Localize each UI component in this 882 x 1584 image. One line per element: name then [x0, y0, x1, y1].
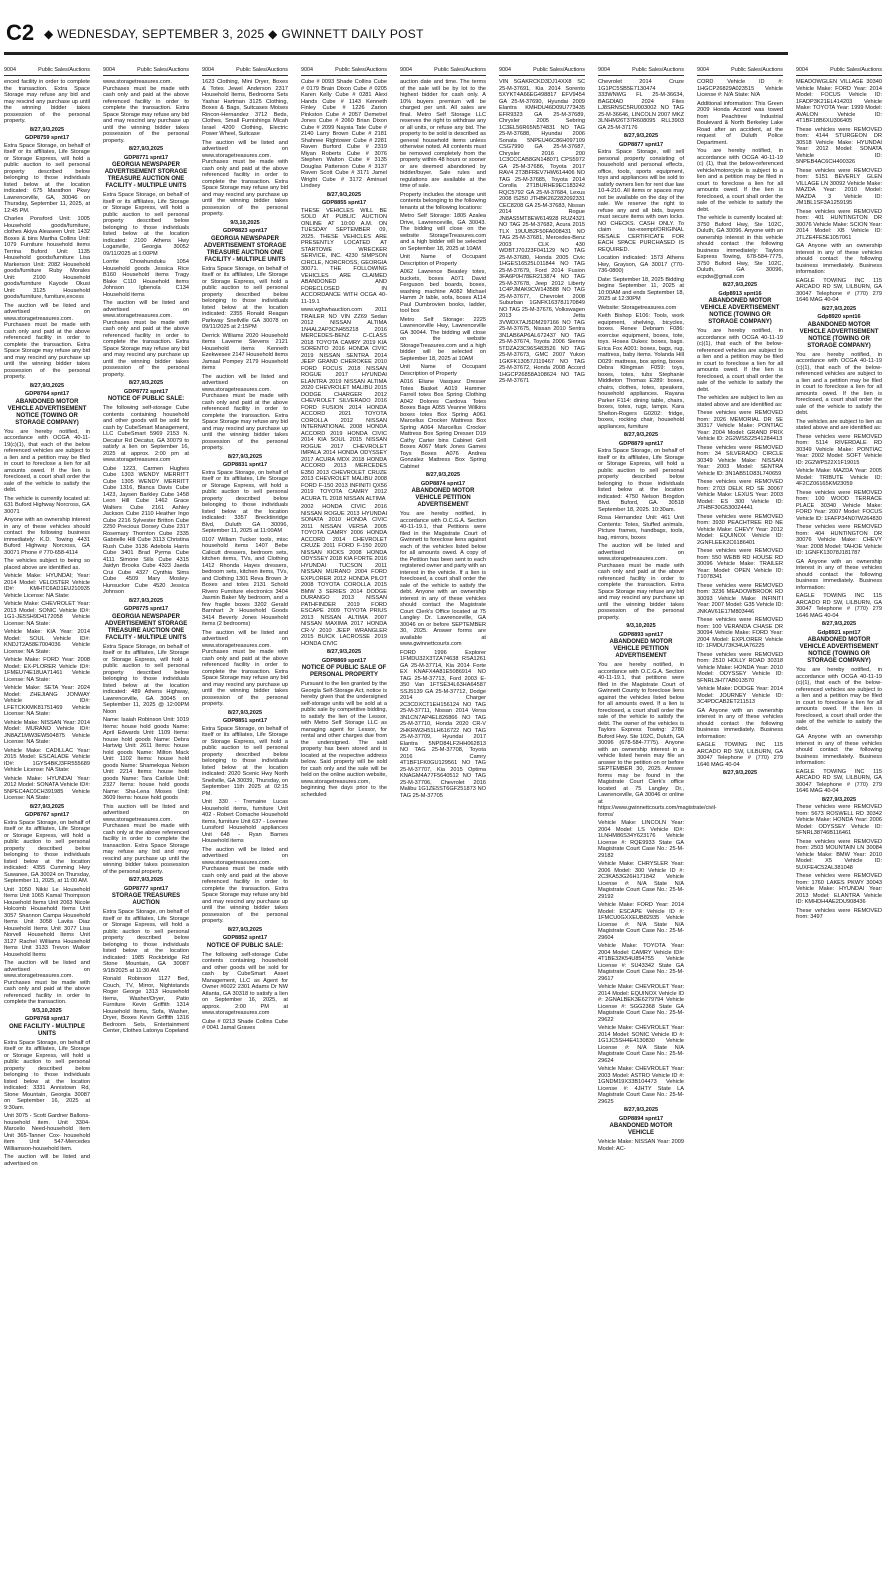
notice-id: GDP8771 spnt17 — [123, 154, 169, 161]
notice-paragraph: The auction will be listed and advertised on www.storagetreasures.com. Purchases must be made with cash only and paid at the above referenced facility in order to complete the transaction. Extra Space Storage may refuse any bid and may rescind any purchase up until the winning bidder takes possession of the personal property. — [103, 300, 189, 378]
notice-id: GDP8855 spnt17 — [321, 200, 367, 206]
notice-paragraph: These vehicles were REMOVED from: 1760 LAKES PKWY 30043 Vehicle Make: HYUNDAI Year: 2013 Model: ELANTRA Vehicle ID: KMHDH4AE2DU908436 — [796, 873, 882, 905]
notice-paragraph: The auction will be listed and advertised on www.storagetreasures.com. Purchases must be made with cash only and paid at the above referenced facility in order to complete the transaction. Extra Space Storage may refuse any bid and may rescind any purchase up until the winning bidder takes possession of the personal property. — [202, 846, 288, 924]
notice-paragraph: EAGLE TOWING INC 115 ARCADO RD SW, LILBURN, GA 30047 Telephone # (770) 279 1646 MAG 40-04 — [796, 768, 882, 794]
notice-id: 8/27,9/3,2025 — [128, 146, 164, 152]
notice-id: 8/27,9/3,2025 — [326, 649, 362, 655]
column-header — [796, 66, 882, 76]
notice-paragraph: These vehicles were REMOVED from: 404 HUNTINGTON DR 30076 Vehicle Make: CHEVY Year: 2008 Model: TAHOE Vehicle ID: 1GNFK13078J181787 — [796, 524, 882, 556]
notice-paragraph: These vehicles were REMOVED from: 5151 BEVERLY GLEN VILLAGE LN 30092 Vehicle Make: MAZDA Year: 2010 Model: MAZDA 3 Vehicle ID: JM1BL1SF3A1259195 — [796, 167, 882, 206]
notice-paragraph: Extra Space Storage, on behalf of itself or its affiliates, Life Storage or Storage Express, will hold a public auction to sell personal property described below belonging to those individuals listed below at the location indicated: 2100 Athens Hwy Loganville, Georgia 30052 09/11/2025 at 1:00PM — [103, 192, 189, 257]
notice-id: 9/3,10,2025 — [626, 623, 656, 629]
notice-paragraph: Vehicle Make: TOYOTA Year: 2004 Model: CAMRY Vehicle ID#: 4T1BE32K54U854755 Vehicle License #: SU43342 State GA Magistrate Court Case No.: 25-M-29617 — [598, 943, 684, 982]
notice-paragraph: CORD Vehicle ID #: 1HGCP26829A023515 Vehicle License #: N/A State: N/A — [697, 79, 783, 98]
column-header — [4, 66, 90, 76]
notice-id: GDP8764 spnt17 — [24, 391, 70, 397]
notice-id: 8/27,9/3,2025 — [722, 282, 758, 288]
notice-id: Gdp8921 spnt17 — [817, 629, 861, 636]
notice-paragraph: The following self-storage Cube contents containing household and other goods will be sold for cash by CubeSmart Asset Management, LLC as Agent for Owner #6022 2301 Adams Dr NW Atlanta, GA 30318 to satisfy a lien on September 16, 2025, at approx. 2:00 PM at www.storagetreasures.com — [202, 951, 288, 1016]
notice-paragraph: These vehicles were REMOVED from: 3497 — [796, 907, 882, 920]
notice-id: 8/27,9/3,2025 — [821, 305, 857, 312]
notice-paragraph: The vehicle is currently located at: 631 Buford Highway Norcross, GA 30071 — [4, 495, 90, 515]
notice-id: 8/27,9/3,2025 — [722, 770, 758, 776]
notice-paragraph: GA Anyone with an ownership interest in any of these vehicles should contact the following business immediately. Business information: — [796, 734, 882, 766]
column-header — [202, 66, 288, 76]
notice-paragraph: You are hereby notified, in accordance with OCGA 40-11-19 (c)(1), that each of the below-referenced vehicles are subject to a lien and a petition may be filed in court to foreclose a lien for all amounts owed. If the lien is foreclosed, a court shall order the sale of the vehicle to satisfy the debt. — [697, 328, 783, 393]
notice-paragraph: Cube # 0093 Shade Collins Cube # 0179 Brain Dixon Cube # 0205 Karen Kelly Cube # 0281 Alexi Hands Cube # 1143 Kenneth Finley Cube # 1226 Zarion Pinkston Cube # 2057 Demetrel Jones Cube # 2060 Brian Dixon Cube # 2099 Naysia Tate Cube # 2140 Larry Brown Cube # 2181 Shahnee Rightower Cube # 2281 Raven Burford Cube # 2319 Miyan Roberts Cube # 3076 Stephen Walton Cube # 3135 Douglas Patterson Cube # 3137 Raven Scott Cube # 3171 Jamel Wright Cube # 3172 Aminuel Lindsey — [301, 79, 387, 189]
column-label: Public Sales/Auctions — [731, 67, 783, 73]
notice-paragraph: The vehicles are subject to lien as stated above and are identified as: — [796, 418, 882, 431]
notice-paragraph: Name: Isaiah Robinson Unit: 1019 Items: house hold goods Name: April Edwards Unit: 1109 Items: house hold goods Name: Debra Hartwig Unit: 2611 Items: house hold goods Name: Milton Mack Unit: 1102 Items: house hold goods Name: Shamekqua Nelson Unit: 2214 Items: house hold goods Name: Tara Carlisle Unit: 2327 Items: house hold goods Name: Sha-Lena Moses Unit: 3609 Items: house hold goods — [103, 717, 189, 801]
notice-id: 8/27,9/3,2025 — [128, 380, 164, 386]
notice-paragraph: Website: Storagetreasures.com — [598, 304, 677, 311]
notice-paragraph: The vehicles are subject to lien as stated above and are identified as: — [697, 395, 783, 408]
notice-paragraph: Metro Self Storage: 1805 Azalea Drive, Lawrenceville, GA 30043. The bidding will close on the website StorageTreasures.com and a high bidder will be selected on September 18, 2025 at 10AM — [400, 213, 486, 252]
column-label: Public Sales/Auctions — [632, 67, 684, 73]
notice-title: ABANDONED MOTOR VEHICLE ADVERTISEMENT NOTICE (TOWING OR STORAGE COMPANY) — [7, 398, 87, 426]
column-code: 9004 — [796, 67, 808, 73]
notice-id: 8/27,9/3,2025 — [821, 796, 857, 803]
notice-paragraph: Vehicle Make: CHRYSLER Year: 2006 Model: 300 Vehicle ID #: 2C3KA53G26H171842 Vehicle License #: N/A State N/A Magistrate Court Case No.: 25-M-29192 — [598, 861, 684, 900]
notice-paragraph: These vehicles were REMOVED from: 2703 DELK RD SE 30067 Vehicle Make: LEXUS Year: 2003 Model: ES 300 Vehicle ID: JTHBF30G530024441 — [697, 479, 783, 511]
notice-id: GDP8893 spnt17 — [618, 631, 664, 638]
column-6 — [499, 66, 585, 1578]
notice-id: GDP8894 spnt17 — [618, 1115, 664, 1122]
notice-id: GDP8759 spnt17 — [24, 135, 70, 141]
notice-paragraph: These vehicles were REMOVED from: 3236 MEADOWBROOK RD 30093 Vehicle Make: INFINITI Year: 2007 Model: G35 Vehicle ID: JNKAV61E17M803446 — [697, 582, 783, 615]
notice-paragraph: You are hereby notified, in accordance with OCGA 40-11-19 (c) (1), that the below-referenced vehicle/motorcycle is subject to a lien and a petition may be filed in court to foreclose a lien for all amounts owed. If the lien is foreclosed, a court shall order the sale of the vehicle to satisfy the debt. — [697, 148, 783, 213]
notice-paragraph: Vehicle Make: FORD Year: 2008 Model: EX-PLORER Vehicle ID#: 1FMEU74E18UA71461 Vehicle License: NA State: — [4, 657, 90, 683]
notice-paragraph: These vehicles were REMOVED from: 2510 HOLLY ROAD 30318 Vehicle Make: HONDA Year: 2010 Model: ODYSSEY Vehicle ID: 5FNRL3H77AB013570 — [697, 651, 783, 684]
dateline: ◆ WEDNESDAY, SEPTEMBER 3, 2025 ◆ GWINNETT DAILY POST — [44, 27, 424, 41]
column-code: 9004 — [400, 67, 412, 73]
notice-paragraph: Extra Space Storage, on behalf of itself or its affiliates, Life Storage or Storage Express, will hold a public auction to sell personal property described below belonging to those individuals listed below at the location indicated: 3331 Annistown Rd, Stone Mountain, Georgia 30087 on September 16, 2025 at 9:30am. — [4, 1039, 90, 1111]
notice-paragraph: Cube 1223, Carmen Hughes Cube 1303 WENDY MERRITT Cube 1305 WENDY MERRITT Cube 1316, Blanca Davis Cube 1423, Jaysen Barkley Cube 1458 Leon Hill Cube 1462 Grace Walters Cube 2161 Ashley Jackson Cube 2110 Heather Ingo Cube 2216 Sylvester Britton Cube 2250 Precious Dorsey Cube 2317 Rosemary Thornton Cube 2335 Gabrielle Hill Cube 3113 Christina Rush Cube 3136 Adebola Harris Cube 3401 Brad Pyrma Cube 4111 Simone Sills Cube 4315 Jaidyn Brooks Cube 4323 Jaeda Crui Cube 4327 Cynthia Sims Cube 4509 Mary Mosley-Hunsucker Cube 4520 Jessica Johnson — [103, 465, 189, 595]
notice-paragraph: You are hereby notified, in accordance with O.C.G.A. Section 40-11-19.1, that petitions were filed in the Magistrate Court of Gwinnett County to foreclose liens against the vehicles listed below for all amounts owed. If a lien is foreclosed, a court shall order the sale of the vehicle to satisfy the debt. The owner of the vehicles is Taylors Express Towing: 2780 Buford Hwy. Ste 102C, Duluth, GA 30096 (678-584-7775). Anyone with an ownership interest in a vehicle listed herein may file an answer to the petition on or before SEPTEMBER 30, 2025. Answer forms may be found in the Magistrate Court Clerk's office located at 75 Langley Dr., Lawrenceville, GA 30046 or online at https://www.gwinnettcourts.com/magistrate/civil-forms/ — [598, 662, 717, 818]
column-code: 9004 — [4, 67, 16, 73]
notice-paragraph: These vehicles were REMOVED from: 2503 MOUNTAIN LN 30084 Vehicle Make: BMW Year: 2010 Model: X5 Vehicle ID: 5UXFE4C52AL381048 — [796, 838, 882, 871]
notice-paragraph: Extra Space Storage, on behalf of itself or its affiliates, Life Storage or Storage Express, will hold a public auction to sell personal property described below belonging to those individuals listed below at the location indicated: 1985 Rockbridge Rd Stone Mountain, GA 30087 9/18/2025 at 11:30 AM. — [103, 909, 189, 974]
notice-paragraph: Keith Bishop E106: Tools, work equipment, shelving, bicycles, boxes. Renee Debnam F086: exercise equipment, boxes, tote, toys. Hosea Dukes: boxes, bags. Erica Fox A001: boxes, bags, rug, mattress, baby items. Yolanda Hill D029: mattress, box spring, boxes Debra Klingman F059: toys, boxes, totes, tubs Stephanie Middleton Thomas E289: boxes, chairs, clothes, totes, speakers, household appliances. Rayana Parker F114: dining table, chairs, boxes, totes, rugs, lamps. Kara Shelton-Rogers G0202: fridge, boxes, rocking chair, household appliances, furniture — [598, 313, 684, 430]
column-header — [301, 66, 387, 76]
notice-title: ONE FACILITY - MULTIPLE UNITS — [8, 1023, 86, 1037]
notice-title: STORAGE TREASURES AUCTION — [111, 893, 181, 906]
notice-paragraph: VIN 5GAKRCKD3DJ14XX8 SC 25-M-37691, Kia 2014 Sorento 5XYKT4A66EG498817 EFV9454 GA 25-M-37690, Hyundai 2009 Elantra KMHDU46D09U773435 EFR9323 GA 25-M-37689, Chrysler 2005 Sebring 1C3EL56R65N574831 NO TAG 25-M-37688, Hyundai 2006 Sonata 5NPEU46C86H097109 CSG7990 GA 25-M-37687, Chrysler 2016 200 1C3CCCAB8GN148071 CPS5972 GA 25-M-37686, Toyota 2017 RAV4 2T3BFREV7HW614406 NO TAG 25-M-37685, Toyota 2014 Corolla 2T1BURHE9EC183242 RQC5792 GA 25-M-37684, Lexus 2008 IS250 JTHBK262282092331 CEC8208 GA 25-M-37683, Nissan 2014 Rogue JN8AS5MT8EW614928 RUZ4321 NO TAG 25-M-37682, Acura 2015 TLX 19UUB2F50FA008431 NO TAG 25-M-37681, Mercedes-Benz 2003 CLK 430 WDBTJ70J23F041129 NO TAG 25-M-37680, Honda 2005 Civic 1HGES16525L011844 NO TAG 25-M-37679, Ford 2014 Fusion 3FA6P0H78ER213874 NO TAG 25-M-37678, Jeep 2012 Liberty 1C4PJMAK9CW143588 NO TAG 25-M-37677, Chevrolet 2008 Suburban 1GNFK16378J170849 NO TAG 25-M-37676, Volkswagen 2013 Jetta 3VWDX7AJ5DM297166 NO TAG 25-M-37675, Nissan 2010 Sentra 3N1AB6AP6AL672437 NO TAG 25-M-37674, Toyota 2006 Sienna 5TDZA23C96S483526 NO TAG 25-M-37673, GMC 2007 Yukon 1GKFK13057J119467 NO TAG 25-M-37672, Honda 2008 Accord 1HGCP26858A108624 NO TAG 25-M-37671 — [499, 79, 585, 384]
masthead-rule — [4, 52, 788, 55]
column-code: 9004 — [598, 67, 610, 73]
column-header — [499, 66, 585, 76]
masthead — [0, 0, 792, 62]
notice-paragraph: Unit Name of Occupant Description of Property — [400, 254, 486, 267]
column-label: Public Sales/Auctions — [434, 67, 486, 73]
notice-id: GDP8851 spnt17 — [222, 718, 268, 724]
column-label: Public Sales/Auctions — [236, 67, 288, 73]
column-1 — [4, 66, 90, 1578]
notice-paragraph: The auction will be listed and advertised on www.storagetreasures.com. Purchases must be made with cash only and paid at the above referenced facility in order to complete the transaction. Extra Space Storage may refuse any bid and may rescind any purchase up until the winning bidder takes possession of the personal property. — [202, 629, 288, 707]
notice-id: GDP8777 spnt17 — [123, 885, 169, 892]
notice-paragraph: Vehicle Make: NISSAN Year: 2014 Model: MURANO Vehicle ID#: JN8AZ1MW3EW504875 Vehicle License: NA State: — [4, 719, 90, 745]
notice-paragraph: These vehicles were REMOVED from: 2026 MEMORIAL DR SE 30317 Vehicle Make: PONTIAC Year: 2004 Model: GRAND PRIX Vehicle ID: 2G2WS522541284413 — [697, 410, 783, 442]
notice-paragraph: Location indicated: 1573 Athens Hwy, Grayson, GA 30017 (770-736-0800) — [598, 255, 684, 274]
notice-id: GDP8775 spnt17 — [123, 606, 169, 612]
notice-id: Gdp8913 spnt16 — [718, 290, 762, 297]
notice-title: ABANDONED MOTOR VEHICLE — [609, 1123, 673, 1136]
notice-id: 8/27,9/3,2025 — [128, 877, 164, 883]
notice-paragraph: Derrick Williams 2020 Household items Laverne Stevens 2121 Household items Kenneth Ezekwesee 2147 Household items Jamaal Pompey 2179 Household items — [202, 332, 288, 371]
notice-paragraph: The vehicle is currently located at: 3750 Buford Hwy, Ste 102C, Duluth, GA 30096. Anyone with an ownership interest in this vehicle should contact the following business immediately: Taylors Express Towing, 678-584-7775, 3750 Buford Hwy, Ste 102C, Duluth, GA 30096, ecpdw@gmail.com — [697, 215, 783, 280]
notice-paragraph: This auction will be listed and advertised on www.storagetreasures.com. Purchases must be made with cash only at the above referenced facility in order to complete the transaction. Extra Space Storage may refuse any bid and may rescind any purchase up until the winning bidder takes possession of the personal property. — [103, 803, 189, 875]
page-number: C2 — [6, 20, 35, 45]
notice-paragraph: 1623 Clothing, Mini Dryer, Boxes & Totes Jewel Anderson 2317 Household Items, Bedrooms Sets Yashar Hartman 3125 Clothing, Boxes & Bags, Suitcases Moises Rincon-Hernandez 3712 Beds, Clothes, Small Furnishings Micah Israel 4200 Clothing, Electric Power Wheel, Suitcase — [202, 79, 288, 137]
notice-paragraph: 0107 William Tucker tools, misc household items 1407 Bebe Calicutt dressers, bedroom sets, kitchen items, TVs, and Clothing 1412 Rhonda Hayes dressers, bedroom sets, kitchen items, TVs, and Clothing 1301 Reva Brown Jr Boxes and totes 2131 Schold Rivero Furniture electronics 3404 Jasmin Baker My bedroom, and a few fragile boxes 3202 Gerald Barnhart Jr Household Goods 3414 Beverly Jones Household items (2 bedrooms) — [202, 536, 288, 627]
notice-paragraph: Unit 3075 - Scott Gardner Ballons-household item. Unit 3304- Marcelio Need-household item Unit 365-Tanner Cox- household item Unit 547-Mercedes Williamson-household item. — [4, 1113, 90, 1152]
notice-paragraph: These vehicles were REMOVED from: 550 WEBB RD HOUSE RD 30096 Vehicle Make: TRAILER Year: Model: OPEN Vehicle ID: T1078341 — [697, 548, 783, 580]
notice-paragraph: Vehicle Make: MAZDA Year: 2005 Model: TRIBUTE Vehicle ID: 4F2CZ06165KM23059 — [796, 468, 882, 487]
column-header — [400, 66, 486, 76]
notice-id: 9/3,10,2025 — [230, 219, 260, 226]
notice-paragraph: Vehicle Make: CHEVROLET Year: 2014 Model: SONIC Vehicle ID #: 1G1JC5SH4E4130830 Vehicle License #: N/A State N/A Magistrate Court Case No.: 25-M-29624 — [598, 1025, 684, 1064]
column-8 — [697, 66, 783, 1578]
notice-title: ABANDONED MOTOR VEHICLE ADVERTISEMENT NOTICE (TOWING OR STORAGE COMPANY) — [799, 321, 879, 349]
notice-paragraph: Vehicle Make: CHEVROLET Year: 2014 Model: EQUINOX Vehicle ID #: 2GNALBEK3E6279794 Vehicle License #: SGG2368 State GA Magistrate Court Case No.: 25-M-29622 — [598, 984, 684, 1023]
notice-paragraph: The vehicles subject to being so placed above are identified as. — [4, 558, 90, 571]
notice-paragraph: enced facility in order to complete the transaction. Extra Space Storage may refuse any bid and may rescind any purchase up until the winning bidder takes possession of the personal property. — [4, 79, 90, 124]
notice-paragraph: The auction will be listed and advertised on www.storagetreasures.com. Purchases must be made with cash only and paid at the above referenced facility in order to complete the transaction. Extra Space Storage may refuse any bid and may rescind any purchase up until the winning bidder takes possession of the personal property. — [598, 543, 684, 621]
notice-paragraph: MEADOWGLEN VILLAGE 30340 Vehicle Make: FORD Year: 2014 Model: FOCUS Vehicle ID: 1FADP3K21EL414203 Vehicle Make: TOYOTA Year: 1999 Model: AVALON Vehicle ID: 4T1BF18B6XU306405 — [796, 79, 882, 124]
notice-id: 8/27,9/3,2025 — [227, 453, 263, 460]
notice-paragraph: Additional information: This Green 2009 Honda Accord was towed from Peachtree Industrial Boulevard & North Berkeley Lake Road after an accident, at the request of Duluth Police Department. — [697, 100, 783, 146]
notice-paragraph: Metro Self Storage: 2225 Lawrenceville Hwy, Lawrenceville GA 30044. The bidding will close on the website StorageTreasures.com and a high bidder will be selected on September 18, 2025 at 10AM — [400, 316, 486, 362]
notice-paragraph: These vehicles were REMOVED from: 3930 PEACHTREE RD NE Vehicle Make: CHEVY Year: 2012 Model: EQUINOX Vehicle ID: 2GNFLEEK2C6186401 — [697, 513, 783, 546]
notice-id: 8/27,9/3,2025 — [227, 926, 263, 933]
notice-paragraph: Vehicle Make: NISSAN Year: 2009 Model: AC- — [598, 1139, 684, 1152]
notice-paragraph: You are hereby notified, in accordance with OCGA 40-11-19 (c)(1), that each of the below-referenced vehicles are subject to a lien and a petition may be filed in court to foreclose a lien for all amounts owed. If the lien is foreclosed, a court shall order the sale of the vehicle to satisfy the debt. — [796, 351, 882, 416]
notice-paragraph: Cube # 0213 Shade Collins Cube # 0041 Jamal Graves — [202, 1018, 288, 1031]
notice-paragraph: These vehicles were REMOVED from: 5673 ROSWELL RD 30342 Vehicle Make: HONDA Year: 2006 Model: ODYSSEY Vehicle ID: 5FNRL38746B116461 — [796, 804, 882, 836]
classified-columns — [4, 66, 882, 1578]
column-label: Public Sales/Auctions — [335, 67, 387, 73]
notice-paragraph: You are hereby notified, in accordance with OCGA 40-11-19(c)(1), that each of the below referenced vehicles are subject to a lien and a petition may be filed in court to foreclose a lien for all amounts owed. If the lien is foreclosed, a court shall order the sale of the vehicle to satisfy the debt. — [4, 428, 90, 493]
notice-paragraph: GA Anyone with an ownership interest in any of these vehicles should contact the following business immediately. Business information: — [697, 707, 783, 740]
notice-title: GEORGIA NEWSPAPER ADVERTISEMENT STORAGE TREASURE AUCTION ONE FACILITY - MULTIPLE UNITS — [104, 162, 188, 189]
notice-paragraph: FORD 1996 Explorer 1FMDU32X3TZA74638 RSA1261 GA 25-M-37714, Kia 2014 Forte EX KNAFX4A81E5086914 NO TAG 25-M-37713, Ford 2003 E-350 Van 1FTSE34L63HA64587 SSJ5139 GA 25-M-37712, Dodge 2014 Charger 2C3CDXCT1EH156124 NO TAG 25-M-37711, Nissan 2014 Versa 3N1CN7AP4EL826866 NO TAG 25-M-37710, Honda 2020 CR-V 2HKRW2H51LH616722 NO TAG 25-M-37709, Hyundai 2017 Elantra 5NPD84LF2HH062813 NO TAG 25-M-37708, Toyota 2016 Camry 4T1BF1FK0GU129561 NO TAG 25-M-37707, Kia 2015 Optima KNAGM4A77F5640512 NO TAG 25-M-37706, Chevrolet 2016 Malibu 1G1ZE5ST6GF251873 NO TAG 25-M-37705 — [400, 649, 486, 799]
column-header — [598, 66, 684, 76]
notice-paragraph: Vehicle Make: HYUNDAI; Year: 2014 Model: VELOSTER Vehicle ID#: KMHTC6AD1EU210935 Vehicle License: NA State: — [4, 573, 90, 599]
notice-paragraph: Extra Space Storage, on behalf of itself or its affiliates, Life Storage or Storage Express, will hold a public auction to sell personal property described below belonging to those individuals listed below at the location indicated: 4750 Nelson Brogdon Blvd. Buford, GA. 30518 September 18, 2025. 10:30am. — [598, 448, 684, 513]
notice-paragraph: Vehicle Make: SETA Year: 2024 Model: ZHEJIANG JONWAY Vehicle ID#: LFETCKKMK81751469 Vehicle License: NA State: — [4, 685, 90, 717]
notice-id: 8/27,9/3,2025 — [821, 621, 857, 627]
column-code: 9004 — [202, 67, 214, 73]
notice-title: NOTICE OF PUBLIC SALE OF PERSONAL PROPERTY — [301, 665, 387, 678]
notice-paragraph: Pursuant to the lien granted by the Georgia Self-Storage Act, notice is hereby given that the undersigned self-storage units will be sold at a public sale by competitive bidding, to satisfy the lien of the Lessor, with Metro Self Storage LLC as managing agent for Lessor, for rental and other charges due from the undersigned. The said property has been stored and is located at the respective address below. Said property will be sold for cash only and the sale will be held on the online auction website, www.storagetreasures.com, beginning five days prior to the scheduled — [301, 681, 387, 798]
notice-id: 8/27,9/3,2025 — [29, 382, 65, 389]
notice-title: ABANDONED MOTOR VEHICLE ADVERTISEMENT NOTICE (TOWING OR STORAGE COMPANY) — [799, 637, 879, 664]
notice-paragraph: Ronald Robinson 1127 Bed, Couch, TV, Mirror, Nightstands Roger George 1313 Household Items, Washer/Dryer, Patio Furniture Kevin Griffith 1314 Household Items, Sofa, Washer, Dryer, Boxes Kevin Griffith 1316 Bedroom Sets, Entertainment Center, Clothes Latonya Copeland — [103, 976, 189, 1034]
column-code: 9004 — [697, 67, 709, 73]
notice-paragraph: Vehicle Make: KIA Year: 2014 Model: SOUL Vehicle ID#: KNDJT2A58E7004036 Vehicle License: NA State: — [4, 629, 90, 655]
notice-paragraph: Vehicle Make: HYUNDAI Year: 2012 Model: SONATA Vehicle ID#: 5NPEC4AC0CH391985 Vehicle License: NA State: — [4, 775, 90, 801]
notice-id: 8/27,9/3,2025 — [425, 472, 461, 478]
notice-paragraph: The auction will be listed and advertised on www.storagetreasures.com. Purchases must be made with cash only and paid at the above referenced facility in order to complete the transaction. Extra Space Storage may refuse any bid and may rescind any purchase up until the winning bidder takes possession of the personal property. — [202, 373, 288, 451]
notice-paragraph: www.storagetreasures.com. Purchases must be made with cash only and paid at the above referenced facility in order to complete the transaction. Extra Space Storage may refuse any bid and may rescind any purchase up until the winning bidder takes possession of the personal property. — [103, 79, 189, 144]
notice-id: GDP8877 spnt17 — [618, 141, 664, 148]
notice-id: 8/27,9/3,2025 — [623, 432, 659, 438]
column-code: 9004 — [103, 67, 115, 73]
notice-paragraph: 2002 HONDA CIVIC 2016 NISSAN ROGUE 2013 HYUNDAI SONATA 2010 HONDA CIVIC 2011 NISSAN VERSA 2005 TOYOTA CAMRY 2006 HONDA ACCORD 2014 CHEVROLET CRUZE 2011 FORD F-150 2020 NISSAN KICKS 2008 HONDA ODYSSEY 2018 KIA FORTE 2016 HYUNDAI TUCSON 2011 NISSAN MURANO 2004 FORD EXPLORER 2012 HONDA PILOT 2008 TOYOTA COROLLA 2015 BMW 3 SERIES 2014 DODGE DURANGO 2013 NISSAN PATHFINDER 2019 FORD ESCAPE 2009 TOYOTA PRIUS 2013 NISSAN ALTIMA 2007 NISSAN MAXIMA 2017 HONDA CR-V 2010 JEEP WRANGLER 2015 BUICK LACROSSE 2019 HONDA CIVIC — [301, 504, 387, 647]
notice-paragraph: EAGLE TOWING INC 115 ARCADO RD SW, LILBURN, GA 30047 Telephone # (770) 279 1646 MAG 40-04 — [796, 277, 882, 303]
column-7 — [598, 66, 717, 1578]
notice-paragraph: Anyone with an ownership interest in any of these vehicles should contact the following business immediately: K.D. Towing 4431 Buford Highway Norcross, GA 30071 Phone # 770-658-4114 — [4, 517, 90, 556]
notice-paragraph: Vehicle Make: DODGE Year: 2014 Model: JOURNEY Vehicle ID: 3C4PDCAB2ET211513 — [697, 686, 783, 705]
column-label: Public Sales/Auctions — [38, 67, 90, 73]
notice-paragraph: These vehicles were REMOVED from: 34 SILVERADO CIRCLE 30349 Vehicle Make: NISSAN Year: 2003 Model: SENTRA Vehicle ID: 3N1AB51D83L740659 — [697, 444, 783, 477]
notice-paragraph: GA Anyone with an ownership interest in any of these vehicles should contact the following business immediately. Business information: — [796, 558, 882, 591]
notice-paragraph: Extra Space Storage, on behalf of itself or its affiliates, Life Storage or Storage Express, will hold a public auction to sell personal property described below belonging to those individuals listed below at the location indicated: 675 Marathon Pkwy Lawrenceville, GA, 30046 on Thursday, September 11, 2025, at 12:45 PM. — [4, 142, 90, 214]
notice-title: ABANDONED MOTOR VEHICLE PETITION ADVERTISEMENT — [609, 639, 673, 659]
notice-paragraph: THESE VEHICLES WILL BE SOLD AT PUBLIC AUCTION ONLINE AT 10:00 A.M. ON TUESDAY SEPTEMBER 09, 2025. THESE VEHICLES ARE PRESENTLY LOCATED AT STARTOWE WRECKER SERVICE, INC. 4230 SIMPSON CIRCLE, NORCROSS, GEORGIA 30071. THE FOLLOWING VEHICLES ARE CLAIMED ABANDONED AND FORECLOSED IN ACCORDANCE WITH OCGA 40-11-19.1 — [301, 207, 387, 305]
notice-title: NOTICE OF PUBLIC SALE: — [107, 396, 185, 402]
notice-id: GDP8772 spnt17 — [123, 388, 169, 395]
notice-paragraph: These vehicles were REMOVED from: 401 HUNTINGTON DR 30076 Vehicle Make: SCION Year: 2014 Model: XB Vehicle ID: JTLZE4FE5E1057061 — [796, 208, 882, 241]
notice-id: GDP8767 spnt17 — [24, 812, 70, 818]
notice-id: GDP8823 spnt17 — [222, 228, 268, 234]
notice-paragraph: EAGLE TOWING INC 115 ARCADO RD SW, LILBURN, GA 30047 Telephone # (770) 279 1646 MAG 40-04 — [697, 742, 783, 768]
notice-id: Gdp8920 spnt16 — [817, 314, 861, 320]
notice-id: 8/27,9/3,2025 — [326, 191, 362, 198]
notice-paragraph: Property includes the storage unit contents belonging to the following tenants at the following locations: — [400, 191, 486, 211]
notice-title: ABANDONED MOTOR VEHICLE PETITION ADVERTISEMENT — [411, 488, 475, 508]
column-code: 9004 — [499, 67, 511, 73]
notice-paragraph: These vehicles were REMOVED from: 100 WOOD TERRACE PLACE 30340 Vehicle Make: FORD Year: 2007 Model: FOCUS Vehicle ID: 1FAFP34N07W264830 — [796, 489, 882, 522]
notice-paragraph: Unit 330 - Tremaine Lucas Household items, furniture Unit 402 - Robert Comache Household items, furniture Unit 637 - Lovenee Lunsford Household appliances Unit 648 - Ryan Barnes Household items — [202, 799, 288, 844]
notice-paragraph: EAGLE TOWING INC 115 ARCADO RD SW, LILBURN, GA 30047 Telephone # (770) 279 1646 MAG 40-04 — [796, 593, 882, 619]
notice-paragraph: You are hereby notified, in accordance with O.C.G.A. Section 40-11-19.1, that Petitions were filed in the Magistrate Court of Gwinnett to foreclose liens against each of the vehicles listed below for all amounts owed. A copy of the Petition has been sent to each registered owner and party with an interest in the vehicle. If a lien is foreclosed, a court shall order the sale of the vehicle to satisfy the debt. Anyone with an ownership interest in any of these vehicles should contact the Magistrate Court Clerk's Office located at 75 Langley Dr. Lawrenceville, GA 30046 on or before SEPTEMBER 30, 2025. Answer forms are available at www.gwinnettcourts.com — [400, 511, 486, 647]
notice-paragraph: Unit 1050 Nikki Le Household Items Unit 1065 Kamal Thompson Household Items Unit 2063 Nicole Holcomb Household Items Unit 3057 Shannon Campa Household Items Unit 3058 Lavita Diaz Household Items Unit 3077 Lisa Norvell Household Items Unit 3127 Rachel Williams Household Items Unit 3133 Trevon Walker Household Items — [4, 886, 90, 958]
notice-paragraph: Lorrite Chowhunduku 1054 Household goods Jessica Rice B160 Household items Tragy Blake C110 Household items Johnson Igbenola C134 Household items — [103, 259, 189, 298]
notice-paragraph: Vehicle Make: FORD Year: 2014 Model: ESCAPE Vehicle ID #: 1FMCU0GXXEUB82935 Vehicle License #: N/A State N/A Magistrate Court Case No.: 25-M-29604 — [598, 902, 684, 941]
notice-paragraph: Extra Space Storage, on behalf of itself or its affiliates, Life Storage or Storage Express, will hold a public auction to sell personal property described below belonging to those individuals listed below at the location indicated: 4355 Cumming Hwy Suwanee, GA 30024 on Thursday, September 11, 2025, at 11:00 AM. — [4, 819, 90, 884]
notice-id: GDP8874 spnt17 — [420, 480, 466, 487]
column-9 — [796, 66, 882, 1578]
column-label: Public Sales/Auctions — [533, 67, 585, 73]
notice-paragraph: You are hereby notified, in accordance with OCGA 40-11-19 (c)(1), that each of the below-referenced vehicles are subject to a lien and a petition may be filed in court to foreclose a lien for all amounts owed. If the lien is foreclosed, a court shall order the sale of the vehicle to satisfy the debt. — [796, 667, 882, 732]
notice-paragraph: These vehicles were REMOVED from: 4144 STURGEON DR 30518 Vehicle Make: HYUNDAI Year: 2012 Model: SONATA Vehicle ID: 5NPEB4AC6CH400326 — [796, 126, 882, 165]
notice-paragraph: A016 Eliane Vasquez Dresser Totes Basket A019 Hammer Farrell totes Box Spring Clothing A042 Dolores Cardova Totes Boxes Bags A055 Veanne Wilkins boxes totes Box Spring A061 Marcellus Crocker Mattress Box Spring A064 Marcellus Crocker Mattress Box Spring Dresser D19 Cathy Carter bins Cabinet Grill Boxes A067 Mark Jones Games Toys Boxes A076 Andrea Gonzalez Mattress Box Spring Cabinet — [400, 379, 486, 470]
column-label: Public Sales/Auctions — [830, 67, 882, 73]
notice-paragraph: Extra Space Storage, on behalf of itself or its affiliates, Life Storage or Storage Express, will hold a public auction to sell personal property described below belonging to those individuals listed below at the location indicated: 2020 Scenic Hwy North Snellville, GA 30039, Thursday, on September 11th 2025 at 02:15 PM. — [202, 725, 288, 797]
notice-paragraph: The auction will be listed and advertised on www.storagetreasures.com. Purchases must be made with cash only and paid at the above referenced facility in order to complete the transaction. Extra Space Storage may refuse any bid and may rescind any purchase up until the winning bidder takes possession of the personal property. — [4, 302, 90, 380]
column-header — [103, 66, 189, 76]
notice-paragraph: Charles Ponsford Unit: 1005 Household goods/furniture, clothes Akiya Aleaseen Unit: 1432 Boxes & bins Martha Collins Unit: 1079 Furniture household items Terrina Buford Unit: 1135 Household goods/furniture Lisa Markerson Unit: 2082 Household goods/furniture Ruby Morales Unit: 2100 Household goods/furniture Kayode Okusi Unit: 3125 Household goods/furniture, furniture,excess — [4, 216, 90, 300]
notice-paragraph: The auction will be listed and advertised on www.storagetreasures.com. Purchases must be made with cash only and paid at the above referenced facility in order to complete the transaction. — [4, 960, 90, 1005]
notice-id: GDP8879 spnt17 — [618, 440, 664, 447]
notice-title: GEORGIA NEWSPAPER ADVERTISEMENT STORAGE TREASURE AUCTION ONE FACILITY - MULTIPLE UNITS — [104, 613, 188, 641]
notice-id: 8/27,9/3,2025 — [29, 126, 65, 133]
column-code: 9004 — [301, 67, 313, 73]
notice-id: 8/27,9/3,2025 — [227, 709, 263, 716]
notice-id: GDP8852 spnt17 — [222, 935, 268, 941]
notice-paragraph: Date: September 18, 2025 Bidding begins September 11, 2025 at 10:00AM and ends September 18, 2025 at 12:30PM — [598, 276, 684, 302]
notice-paragraph: Extra Space Storage, on behalf of itself or its affiliates, Life Storage or Storage Express, will hold a public auction to sell personal property described below belonging to those individuals listed below at the location indicated: 3357 Brecktinridge Blvd, Duluth GA 30096, September 11, 2025 at 11:00AM — [202, 469, 288, 534]
notice-title: ABANDONED MOTOR VEHICLE ADVERTISEMENT NOTICE (TOWING OR STORAGE COMPANY) — [700, 298, 780, 325]
notice-id: GDP8768 spnt17 — [24, 1016, 70, 1022]
notice-paragraph: Unit Name of Occupant Description of Property — [400, 364, 486, 377]
notice-id: 8/27,9/3,2025 — [623, 1107, 659, 1113]
column-2 — [103, 66, 189, 1578]
notice-paragraph: Extra Space Storage, on behalf of itself or its affiliates, Life Storage or Storage Express, will hold a public auction to sell personal property described below belonging to those individuals listed below at the location indicated: 489 Athens Highway, Lawrenceville, GA 30045 on September 11, 2025 @ 12:00PM Noon — [103, 643, 189, 715]
notice-paragraph: Vehicle Make: LINCOLN Year: 2004 Model: LS Vehicle ID#: 1LNHM86S34Y623176 Vehicle License #: RQE9933 State GA Magistrate Court Case No.: 25-M-29182 — [598, 820, 684, 859]
notice-paragraph: Chevrolet 2014 Cruze 1G1PC5SB5E7130474 333WNWG FL 25-M-36634, BAGDIAD 2024 Files LJ8SRNSC5RU003002 NO TAG 25-M-36646, LINCOLN 2007 MKZ 3LNHM26T37R608095 RLL3903 GA 25-M-37176 — [598, 79, 684, 131]
notice-title: NOTICE OF PUBLIC SALE: — [206, 942, 284, 949]
notice-paragraph: The following self-storage Cube contents containing household and other goods will be sold for cash by CubeSmart Management, LLC CubeSmart 5969 2153 N. Decatur Rd Decatur, GA 30079 to satisfy a lien on September 16, 2025 at approx. 2:00 pm at www.storagetreasures.com — [103, 405, 189, 463]
notice-paragraph: The auction will be listed and advertised on www.storagetreasures.com. Purchases must be made with cash only and paid at the above referenced facility in order to complete the transaction. Extra Space Storage may refuse any bid and may rescind any purchase up until the winning bidder takes possession of the personal property. — [202, 139, 288, 217]
notice-title: GEORGIA NEWSPAPER ADVERTISEMENT STORAGE TREASURE AUCTION ONE FACILITY - MULTIPLE UNITS — [203, 235, 287, 263]
notice-paragraph: Vehicle Make: CADILLAC Year: 2015 Model: ESCALADE Vehicle ID#: 1GYS4BKJ3FR555689 Vehicle License: NA State: — [4, 747, 90, 773]
column-5 — [400, 66, 486, 1578]
notice-id: 8/27,9/3,2025 — [128, 597, 164, 604]
column-header — [697, 66, 783, 76]
column-4 — [301, 66, 387, 1578]
notice-paragraph: Vehicle Make: CHEVROLET Year: 2003 Model: ASTRO Vehicle ID #: 1GNDM19X33B104473 Vehicle License #: 4JHTY State LA Magistrate Court Case No.: 25-M-29625 — [598, 1066, 684, 1105]
notice-paragraph: Rosa Hernandez Unit: 461 Unit Contents: Totes, Stuffed animals, Picture frames, handbags, tools, bag, mirrors, boxes — [598, 515, 684, 541]
notice-id: GDP8831 spnt17 — [222, 462, 268, 468]
notice-id: GDP8869 spnt17 — [321, 657, 367, 664]
notice-id: 8/27,9/3,2025 — [29, 803, 65, 810]
notice-paragraph: A062 Lawrence Beasley totes, buckets, boxes A071 David Ferguson bed boards, boxes, washing machine A082 Michael Hamm Jr table, sofa, boxes A114 Paul Dumbrovien books, ladder, tool box — [400, 269, 486, 314]
notice-id: 9/3,10,2025 — [32, 1007, 62, 1014]
notice-paragraph: Vehicle Make: CHEVROLET Year: 2013 Model: SONIC Vehicle ID#: 1G1-JE5SH9D4172058 Vehicle License: NA State: — [4, 601, 90, 627]
notice-paragraph: These vehicles were REMOVED from: 100 VERANDA CHASE DR 30094 Vehicle Make: FORD Year: 2004 Model: EXPLORER Vehicle ID: 1FMDU73K34UA76225 — [697, 617, 783, 649]
notice-paragraph: Extra Space Storage, will sell personal property consisting of household and personal effects, office, tools, sports equipment, toys and appliances will be sold to satisfy owners lien for rent due law 10-4-210. All items or spaces may not be available on the day of the sale. We reserve the right to refuse any and all bids, buyers must secure items with own locks. NO CHECKS. CASH ONLY. To claim tax-exempt/ORIGINAL RESALE CERTIFICATE FOR EACH SPACE PURCHASED IS REQUIRED. — [598, 149, 684, 253]
notice-paragraph: GA Anyone with an ownership interest in any of these vehicles should contact the following business immediately. Business information: — [796, 243, 882, 275]
notice-paragraph: These vehicles were REMOVED from: 5114 RIVERDALE RD 30349 Vehicle Make: PONTIAC Year: 2002 Model: SOFT Vehicle ID: 2G2WP522X1F19015 — [796, 433, 882, 466]
notice-paragraph: www.wghwhauction.com 2011 TRAILER NO VIN ZZ69 Sedan 2012 NISSAN ALTIMA 1N4AL2AP3CN455218 2016 MERCEDES-BENZ C-CLASS 2018 TOYOTA CAMRY 2019 KIA SORENTO 2016 HONDA CIVIC 2019 NISSAN SENTRA 2014 JEEP GRAND CHEROKEE 2010 FORD FOCUS 2018 NISSAN ROGUE 2017 HYUNDAI ELANTRA 2019 NISSAN ALTIMA 2020 CHEVROLET MALIBU 2015 DODGE CHARGER 2012 CHEVROLET SILVERADO 2016 FORD FUSION 2014 HONDA ACCORD 2021 TOYOTA COROLLA 2012 NISSAN INTERNATIONAL 2008 HONDA ACCORD 2019 HONDA CIVIC 2014 KIA SOUL 2015 NISSAN ROGUE 2017 CHEVROLET IMPALA 2014 HONDA ODYSSEY 2017 ACURA MDX 2018 HONDA ACCORD 2013 MERCEDES E350 2013 CHEVROLET CRUZE 2013 CHEVROLET MALIBU 2008 FORD F-150 2013 INFINITI QX56 2019 TOYOTA CAMRY 2012 ACURA TL 2018 NISSAN ALTIMA — [301, 307, 387, 502]
notice-paragraph: auction date and time. The terms of the sale will be by lot to the highest bidder for cash only. A 10% buyers premium will be charged per unit. All sales are final. Metro Self Storage LLC reserves the right to withdraw any or all units, or refuse any bid. The property to be sold is described as general household items unless otherwise noted. All contents must be removed completely from the property within 48 hours or sooner or are deemed abandoned by bidder/buyer. Sale rules and regulations are available at the time of sale. — [400, 79, 486, 189]
column-label: Public Sales/Auctions — [137, 67, 189, 73]
notice-paragraph: Extra Space Storage, on behalf of itself or its affiliates, Life Storage or Storage Express, will hold a public auction to sell personal property described below belonging to those individuals listed below at the location indicated: 2355 Ronald Reagan Parkway Snellville GA 30078 on 09/11/2025 at 2:15PM — [202, 265, 288, 330]
notice-id: 8/27,9/3,2025 — [623, 133, 659, 139]
column-3 — [202, 66, 288, 1578]
notice-paragraph: The auction will be listed and advertised on — [4, 1154, 90, 1167]
